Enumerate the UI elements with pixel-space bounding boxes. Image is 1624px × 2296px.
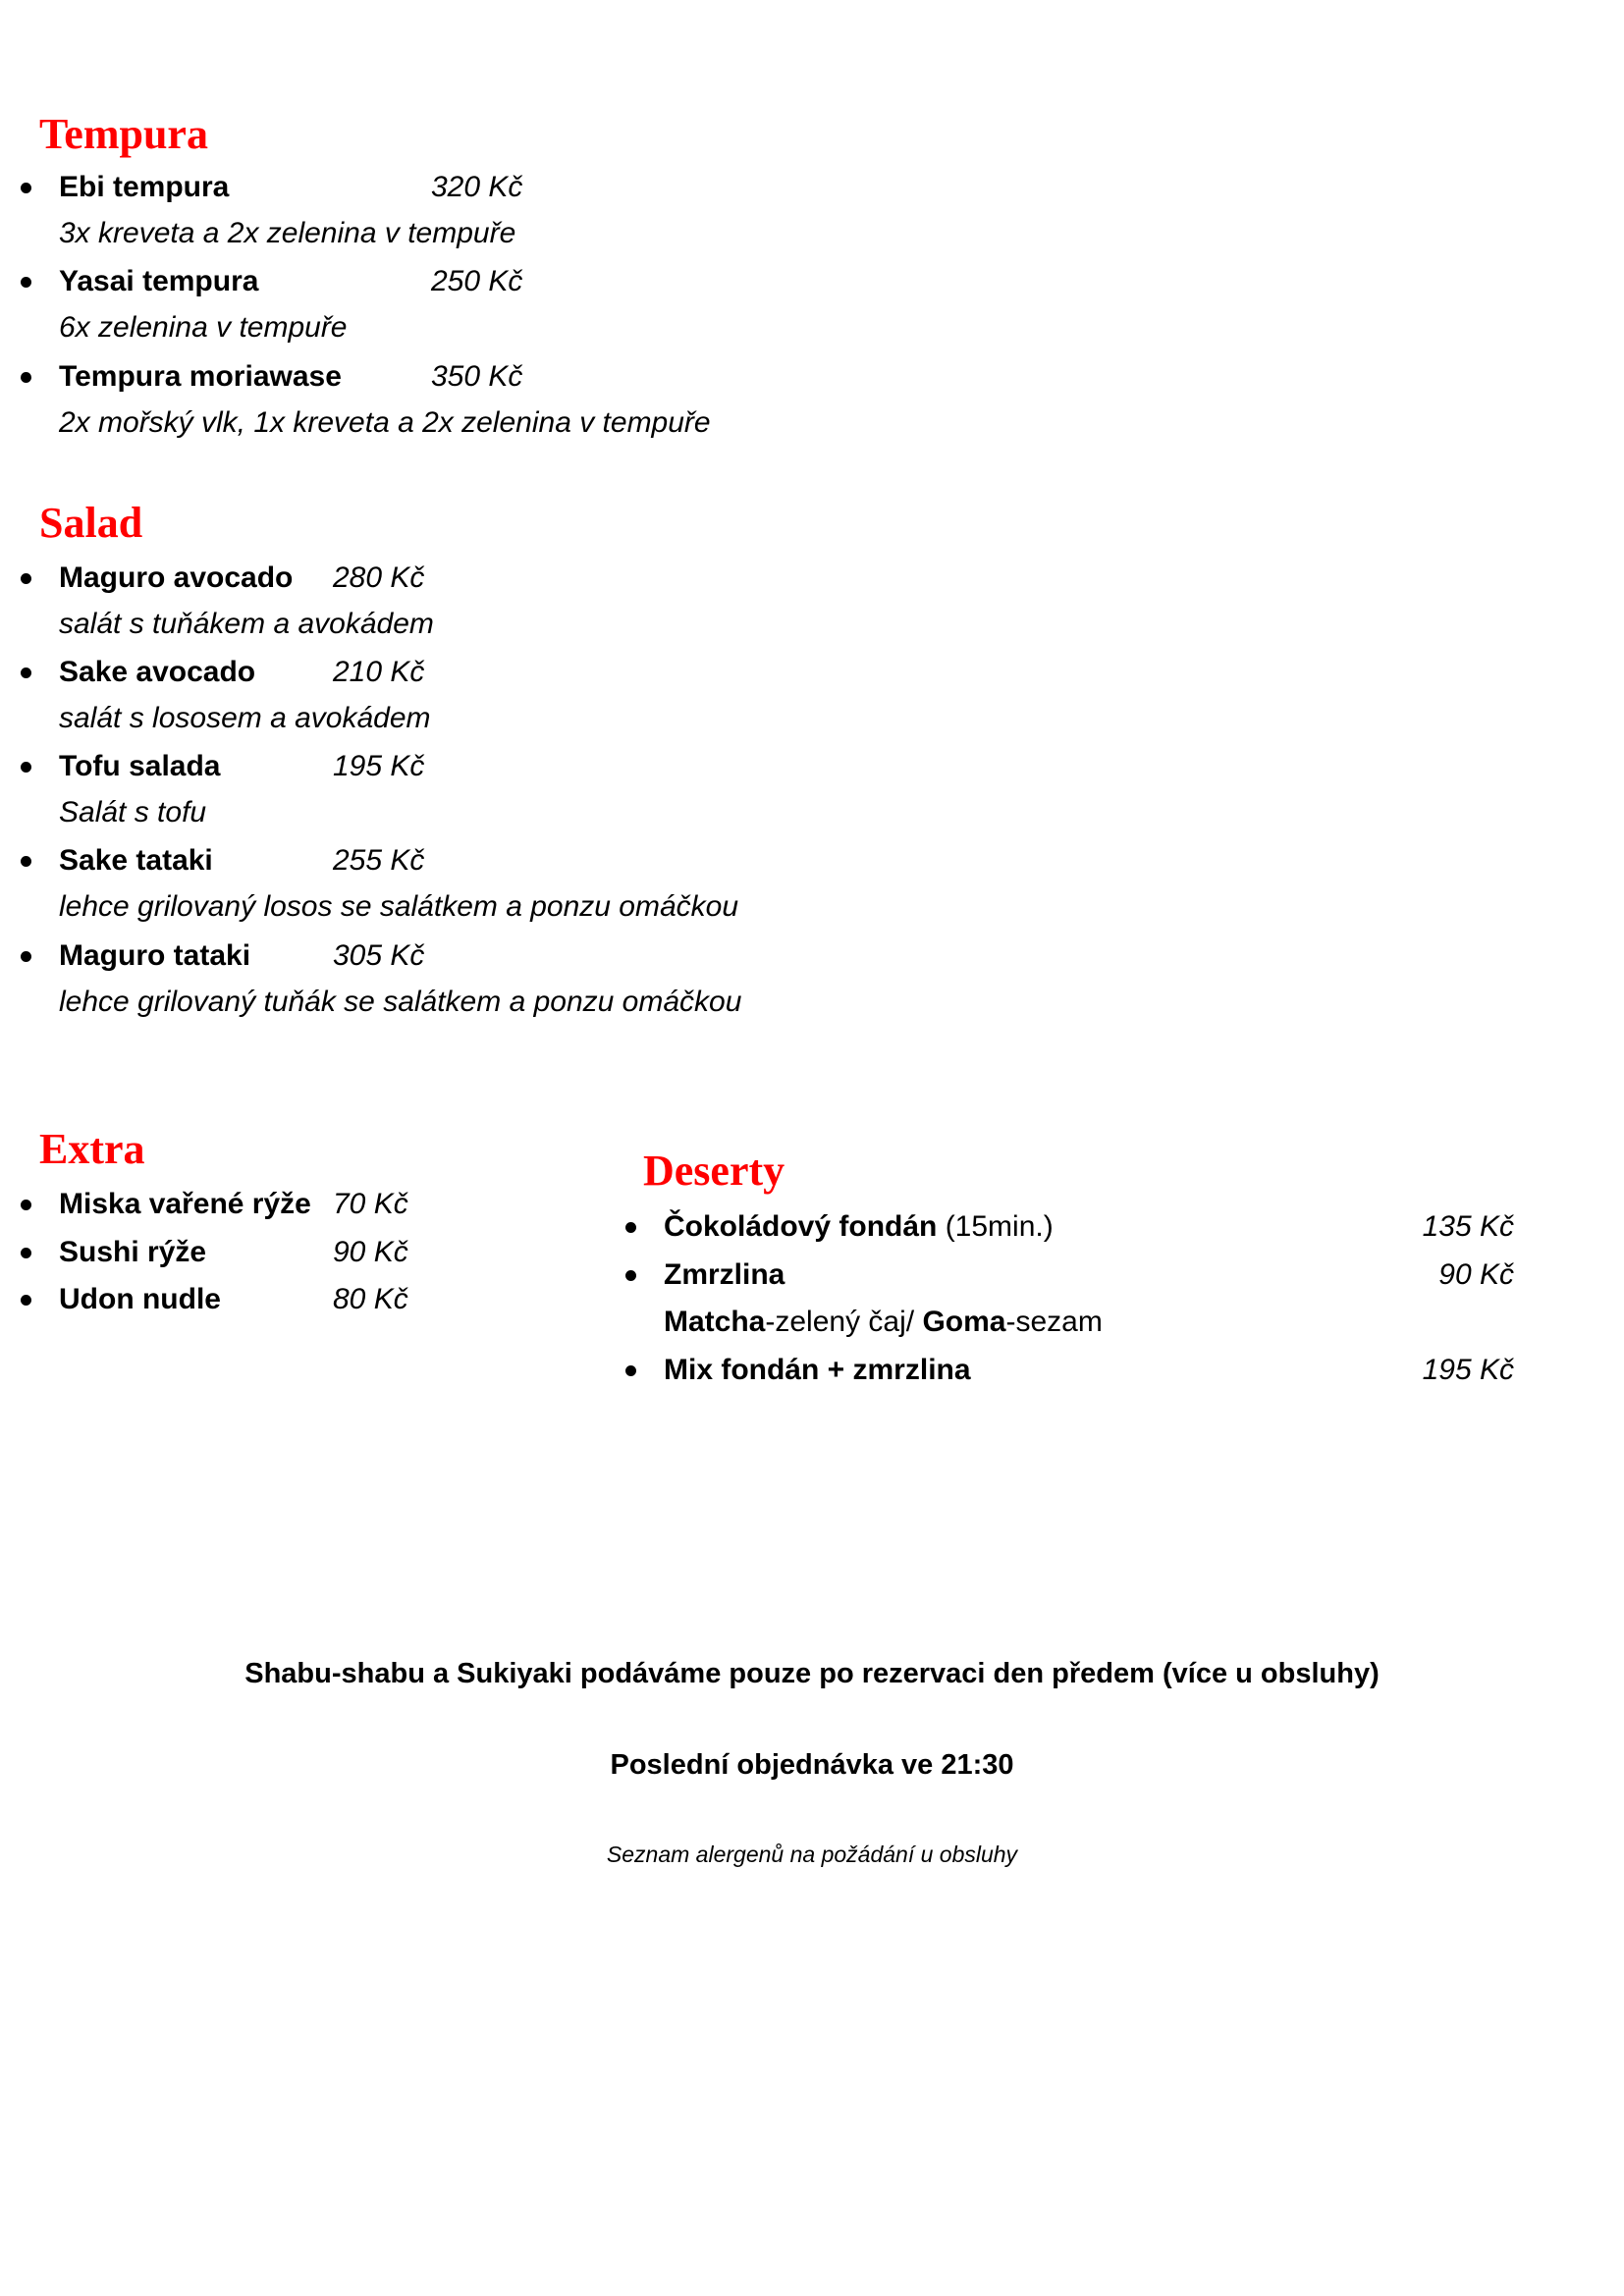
flavor-goma: Goma [922,1306,1006,1338]
item-name: Tempura moriawase [59,360,342,393]
bullet-icon [21,667,31,678]
item-price: 195 Kč [333,750,425,782]
last-order-note: Poslední objednávka ve 21:30 [610,1749,1014,1781]
item-price: 135 Kč [1422,1210,1514,1243]
bullet-icon [625,1270,636,1281]
bullet-icon [21,762,31,773]
item-price: 210 Kč [333,656,425,688]
item-name: Čokoládový fondán [664,1210,938,1243]
item-description: 2x mořský vlk, 1x kreveta a 2x zelenina v tempuře [59,406,711,439]
allergens-note: Seznam alergenů na požádání u obsluhy [606,1842,1018,1867]
item-description: lehce grilovaný losos se salátkem a ponzu omáčkou [59,890,739,923]
flavors-line [664,1308,1103,1337]
item-name: Maguro avocado [59,561,294,594]
item-note: (15min.) [937,1210,1054,1243]
flavor-matcha-desc: -zelený čaj/ [765,1306,923,1338]
item-name: Sake avocado [59,656,256,688]
item-description: salát s tuňákem a avokádem [59,608,434,640]
item-price: 70 Kč [333,1188,408,1220]
reservation-note: Shabu-shabu a Sukiyaki podáváme pouze po rezervaci den předem (více u obsluhy) [244,1658,1380,1689]
item-name: Yasai tempura [59,265,259,297]
item-price: 195 Kč [1422,1354,1514,1386]
item-description: lehce grilovaný tuňák se salátkem a ponzu omáčkou [59,986,742,1018]
item-name: Mix fondán + zmrzlina [664,1354,971,1386]
section-title-tempura: Tempura [39,110,208,158]
item-price: 80 Kč [333,1283,408,1315]
item-name-line [664,1212,1054,1242]
bullet-icon [21,573,31,584]
bullet-icon [21,1295,31,1306]
section-title-extra: Extra [39,1125,145,1173]
flavor-goma-desc: -sezam [1005,1306,1103,1338]
bullet-icon [21,856,31,867]
item-price: 90 Kč [333,1236,408,1268]
bullet-icon [21,1248,31,1258]
item-price: 350 Kč [431,360,523,393]
bullet-icon [625,1222,636,1233]
item-price: 320 Kč [431,171,523,203]
item-price: 255 Kč [333,844,425,877]
item-description: salát s lososem a avokádem [59,702,431,734]
item-name: Zmrzlina [664,1258,785,1291]
item-name: Sushi rýže [59,1236,207,1268]
bullet-icon [625,1365,636,1376]
item-name: Tofu salada [59,750,221,782]
bullet-icon [21,951,31,962]
bullet-icon [21,277,31,288]
item-price: 305 Kč [333,939,425,972]
item-price: 250 Kč [431,265,523,297]
item-name: Maguro tataki [59,939,251,972]
item-name: Sake tataki [59,844,213,877]
item-description: Salát s tofu [59,796,207,828]
item-price: 280 Kč [333,561,425,594]
flavor-matcha: Matcha [664,1306,766,1338]
item-name: Ebi tempura [59,171,230,203]
bullet-icon [21,183,31,193]
item-description: 6x zelenina v tempuře [59,311,348,344]
bullet-icon [21,372,31,383]
bullet-icon [21,1200,31,1210]
item-description: 3x kreveta a 2x zelenina v tempuře [59,217,516,249]
item-name: Miska vařené rýže [59,1188,311,1220]
item-price: 90 Kč [1438,1258,1514,1291]
item-name: Udon nudle [59,1283,221,1315]
section-title-deserty: Deserty [643,1147,785,1195]
section-title-salad: Salad [39,499,143,547]
